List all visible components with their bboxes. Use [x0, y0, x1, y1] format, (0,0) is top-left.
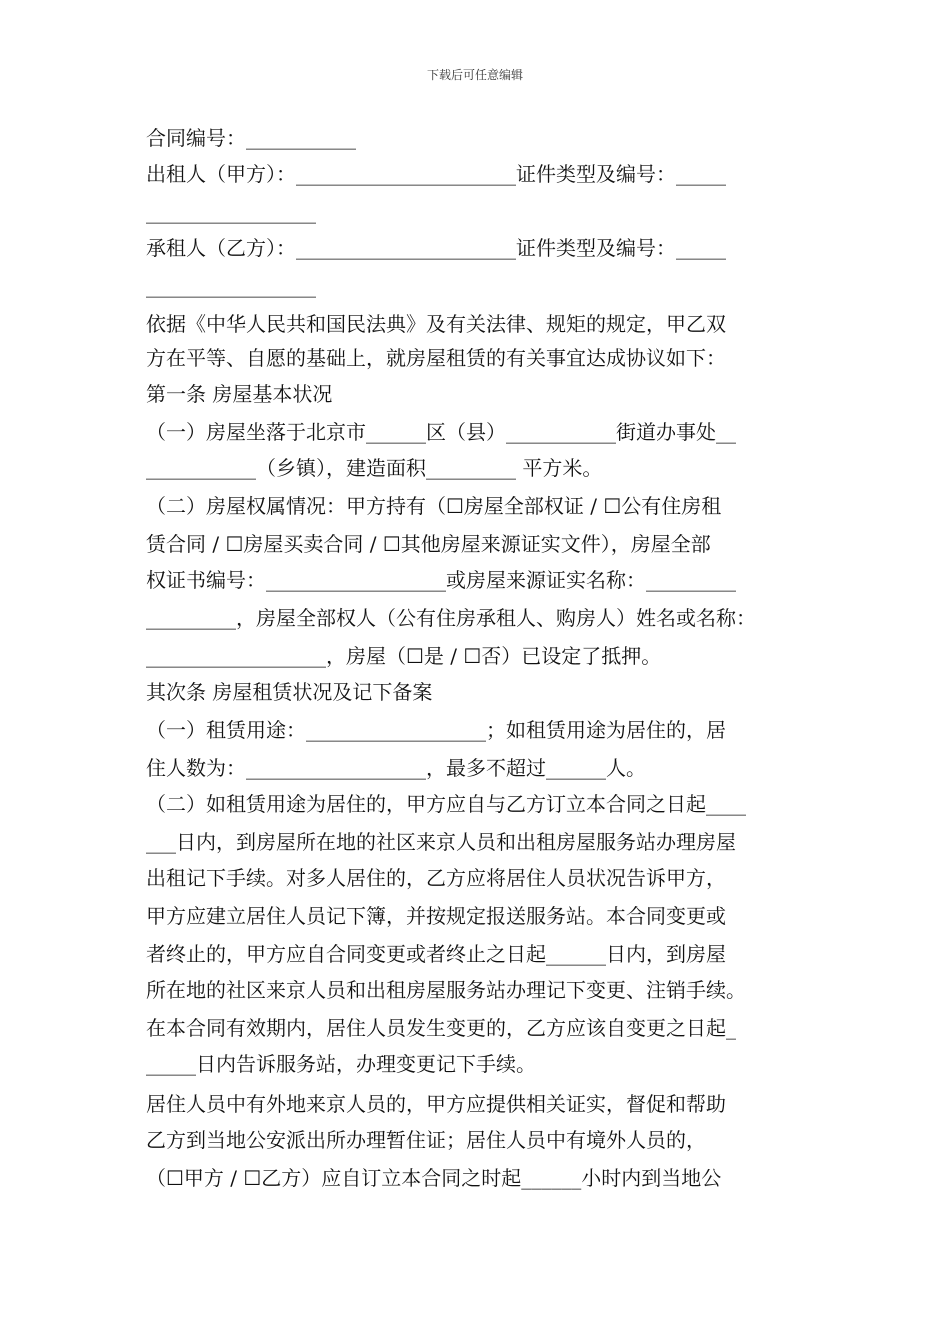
- body-line: 赁合同 / ☐房屋买卖合同 / ☐其他房屋来源证实文件），房屋全部: [146, 532, 711, 556]
- body-line: 居住人员中有外地来京人员的，甲方应提供相关证实，督促和帮助: [146, 1092, 726, 1116]
- body-line: （二）房屋权属情况：甲方持有（☐房屋全部权证 / ☐公有住房租: [146, 494, 722, 518]
- body-line: 乙方到当地公安派出所办理暂住证；居住人员中有境外人员的，: [146, 1128, 706, 1152]
- body-line: _____日内告诉服务站，办理变更记下手续。: [146, 1052, 536, 1076]
- body-line: 者终止的，甲方应自合同变更或者终止之日起______日内，到房屋: [146, 942, 726, 966]
- contract-number-line: 合同编号：___________: [146, 126, 356, 150]
- body-line: _________，房屋全部权人（公有住房承租人、购房人）姓名或名称：: [146, 606, 756, 630]
- page-header-note: 下载后可任意编辑: [426, 68, 523, 82]
- body-line: 甲方应建立居住人员记下簿，并按规定报送服务站。本合同变更或: [146, 904, 726, 928]
- lessee-id-continuation: _________________: [146, 274, 316, 298]
- body-line: ___________（乡镇），建造面积_________ 平方米。: [146, 456, 603, 480]
- body-line: 出租记下手续。对多人居住的，乙方应将居住人员状况告诉甲方，: [146, 866, 726, 890]
- body-line: （☐甲方 / ☐乙方）应自订立本合同之时起______小时内到当地公: [146, 1166, 722, 1190]
- body-line: 在本合同有效期内，居住人员发生变更的，乙方应该自变更之日起_: [146, 1016, 736, 1040]
- article-two-heading: 其次条 房屋租赁状况及记下备案: [146, 680, 433, 704]
- lessor-id-continuation: _________________: [146, 200, 316, 224]
- body-line: __________________，房屋（☐是 / ☐否）已设定了抵押。: [146, 644, 662, 668]
- article-one-heading: 第一条 房屋基本状况: [146, 382, 333, 406]
- body-line: 所在地的社区来京人员和出租房屋服务站办理记下变更、注销手续。: [146, 978, 746, 1002]
- body-line: （二）如租赁用途为居住的，甲方应自与乙方订立本合同之日起____: [146, 792, 746, 816]
- lessee-line: 承租人（乙方）：______________________证件类型及编号：_____: [146, 236, 726, 260]
- lessor-line: 出租人（甲方）：______________________证件类型及编号：_____: [146, 162, 726, 186]
- preamble-line: 方在平等、自愿的基础上，就房屋租赁的有关事宜达成协议如下：: [146, 346, 726, 370]
- body-line: 住人数为：__________________，最多不超过______人。: [146, 756, 646, 780]
- body-line: ___日内，到房屋所在地的社区来京人员和出租房屋服务站办理房屋: [146, 830, 736, 854]
- body-line: （一）房屋坐落于北京市______区（县）___________街道办事处__: [146, 420, 736, 444]
- body-line: （一）租赁用途：__________________；如租赁用途为居住的，居: [146, 718, 726, 742]
- preamble-line: 依据《中华人民共和国民法典》及有关法律、规矩的规定，甲乙双: [146, 312, 726, 336]
- body-line: 权证书编号：__________________或房屋来源证实名称：_________: [146, 568, 736, 592]
